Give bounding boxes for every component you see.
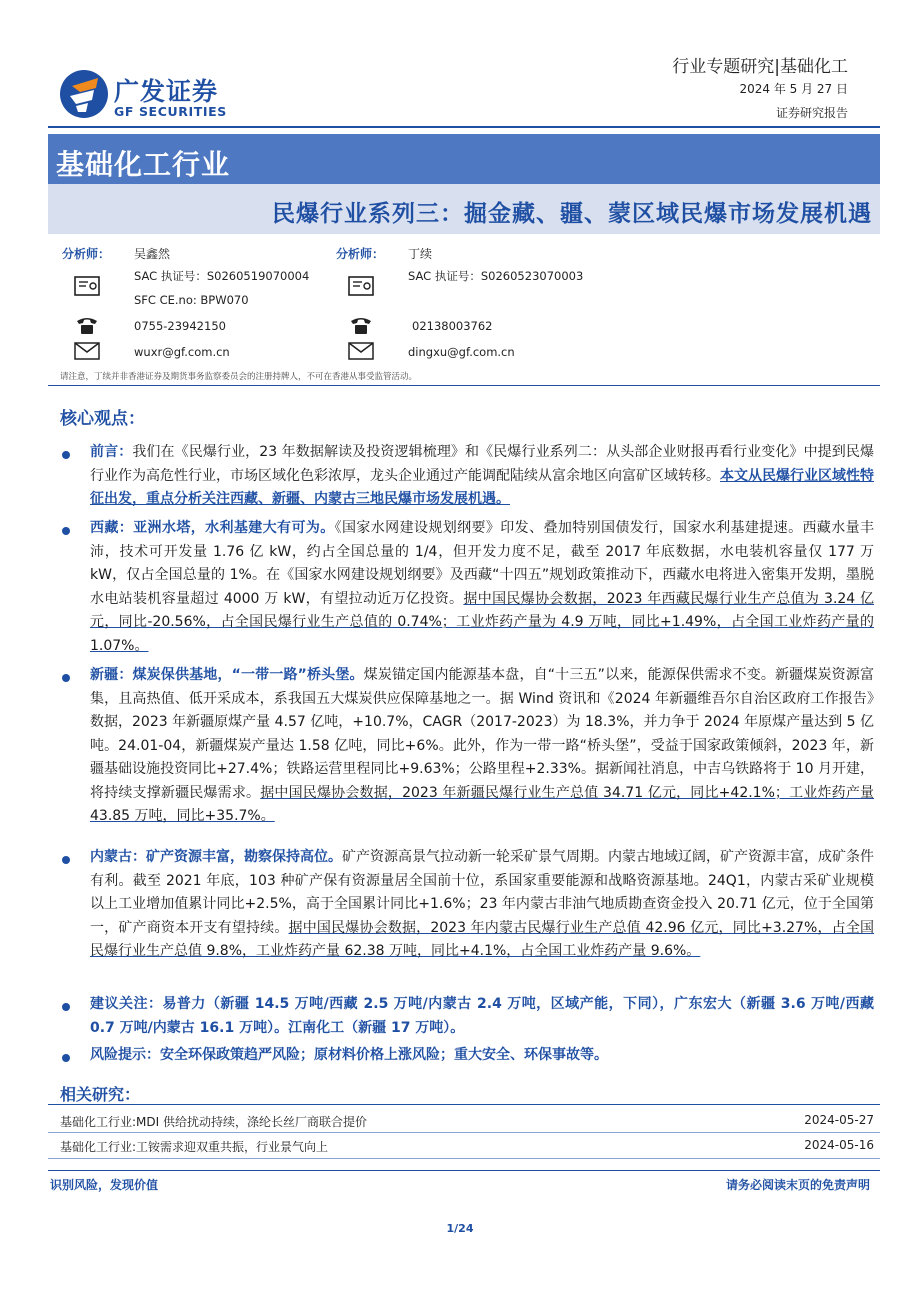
analyst-phone: 02138003762 xyxy=(412,319,493,333)
core-head: 西藏：亚洲水塔，水利基建大有可为。 xyxy=(90,520,335,536)
core-item-tibet xyxy=(90,517,874,658)
bullet-dot xyxy=(62,1003,70,1011)
analyst-name: 丁续 xyxy=(408,247,433,261)
industry-title: 基础化工行业 xyxy=(56,148,231,181)
related-date: 2024-05-16 xyxy=(804,1138,874,1152)
analyst-phone: 0755-23942150 xyxy=(134,319,226,333)
row-rule xyxy=(48,1132,880,1133)
gf-logo-icon xyxy=(58,68,110,120)
analyst-label: 分析师： xyxy=(62,247,111,261)
related-date: 2024-05-27 xyxy=(804,1113,874,1127)
bullet-dot xyxy=(62,1054,70,1062)
bullet-dot xyxy=(62,527,70,535)
bullet-dot xyxy=(62,451,70,459)
core-highlight: 据中国民爆协会数据，2023 年西藏民爆行业生产总值为 3.24 亿元，同比-20.56%，占全国民爆行业生产总值的 0.74%；工业炸药产量为 4.9 万吨，同比+1.49%，占全国工业炸药产量的 1.07%。 xyxy=(90,590,874,654)
phone-icon xyxy=(348,314,374,336)
analyst-name: 吴鑫然 xyxy=(134,247,171,261)
related-title: 相关研究： xyxy=(60,1085,141,1104)
bullet-dot xyxy=(62,856,70,864)
core-highlight: 据中国民爆协会数据，2023 年新疆民爆行业生产总值 34.71 亿元，同比+42.1%；工业炸药产量 43.85 万吨，同比+35.7%。 xyxy=(90,784,875,824)
footer-slogan: 识别风险，发现价值 xyxy=(50,1178,159,1192)
industry-band xyxy=(48,134,880,184)
analyst-email[interactable]: dingxu@gf.com.cn xyxy=(408,345,515,359)
core-highlight: 据中国民爆协会数据，2023 年内蒙古民爆行业生产总值 42.96 亿元，同比+3.27%，占全国民爆行业生产总值 9.8%，工业炸药产量 62.38 万吨，同比+4.1%，占全国工业炸药产量 9.6%。 xyxy=(90,919,874,959)
title-band xyxy=(48,184,880,234)
related-link[interactable]: 基础化工行业:工铵需求迎双重共振，行业景气向上 xyxy=(60,1140,329,1154)
core-text: 安全环保政策趋严风险；原材料价格上涨风险；重大安全、环保事故等。 xyxy=(160,1047,608,1063)
certificate-icon xyxy=(74,276,100,298)
email-icon xyxy=(348,340,374,362)
core-text: 煤炭锚定国内能源基本盘，自“十三五”以来，能源保供需求不变。新疆煤炭资源富集，且高热值、低开采成本，系我国五大煤炭供应保障基地之一。据 Wind 资讯和《2024 年新疆维吾尔自治区政府工作报告》数据，2023 年新疆原煤产量 4.57 亿吨，+10.7%，CAGR（2017-2023）为 18.3%，并力争于 2024 年原煤产量达到 5 亿吨。24.01-04，新疆煤炭产量达 1.58 亿吨，同比+6%。此外，作为一带一路“桥头堡”，受益于国家政策倾斜，2023 年，新疆基础设施投资同比+27.4%；铁路运营里程同比+9.63%；公路里程+2.33%。据新闻社消息，中吉乌铁路将于 10 月开建，将持续支撑新疆民爆需求。 xyxy=(90,667,874,801)
report-type: 证券研究报告 xyxy=(775,106,848,120)
core-item-inner-mongolia xyxy=(90,846,874,964)
core-head: 前言： xyxy=(90,444,133,460)
core-title: 核心观点： xyxy=(60,409,145,429)
related-rule xyxy=(48,1104,880,1105)
core-head: 建议关注： xyxy=(90,996,163,1012)
email-icon xyxy=(74,340,100,362)
footer-disclaimer: 请务必阅读末页的免责声明 xyxy=(725,1178,870,1192)
report-title: 民爆行业系列三：掘金藏、疆、蒙区域民爆市场发展机遇 xyxy=(272,201,872,227)
core-item-preface xyxy=(90,441,874,512)
analyst-sac: SAC 执证号：S0260523070003 xyxy=(408,269,584,283)
analyst-label: 分析师： xyxy=(336,247,385,261)
certificate-icon xyxy=(348,276,374,298)
core-head: 内蒙古：矿产资源丰富，勘察保持高位。 xyxy=(90,849,342,865)
core-text: 易普力（新疆 14.5 万吨/西藏 2.5 万吨/内蒙古 2.4 万吨，区域产能，下同），广东宏大（新疆 3.6 万吨/西藏 0.7 万吨/内蒙古 16.1 万吨）。江南化工（新疆 17 万吨）。 xyxy=(90,996,875,1036)
notice-rule xyxy=(48,385,880,386)
analyst-sfc: SFC CE.no: BPW070 xyxy=(134,293,249,307)
analyst-email[interactable]: wuxr@gf.com.cn xyxy=(134,345,230,359)
report-date: 2024 年 5 月 27 日 xyxy=(739,82,848,96)
core-item-xinjiang xyxy=(90,664,874,829)
report-category: 行业专题研究|基础化工 xyxy=(672,57,848,77)
core-text: 矿产资源高景气拉动新一轮采矿景气周期。内蒙古地域辽阔，矿产资源丰富，成矿条件有利。截至 2021 年底，103 种矿产保有资源量居全国前十位，系国家重要能源和战略资源基地。24Q1，内蒙古采矿业规模以上工业增加值累计同比+2.5%，高于全国累计同比+1.6%；23 年内蒙古非油气地质勘查资金投入 20.71 亿元，位于全国第一，矿产商资本开支有望持续。 xyxy=(90,849,874,936)
core-item-risk xyxy=(90,1044,874,1068)
related-link[interactable]: 基础化工行业:MDI 供给扰动持续，涤纶长丝厂商联合提价 xyxy=(60,1115,367,1129)
logo-text-cn: 广发证券 xyxy=(114,77,219,106)
regulatory-notice: 请注意，丁续并非香港证券及期货事务监察委员会的注册持牌人，不可在香港从事受监管活动。 xyxy=(60,372,418,382)
bullet-dot xyxy=(62,674,70,682)
core-text: 我们在《民爆行业，23 年数据解读及投资逻辑梳理》和《民爆行业系列二：从头部企业财报再看行业变化》中提到民爆行业作为高危性行业，市场区域化色彩浓厚，龙头企业通过产能调配陆续从富余地区向富矿区域转移。 xyxy=(90,444,875,484)
analyst-sac: SAC 执证号：S0260519070004 xyxy=(134,269,310,283)
core-item-recommend xyxy=(90,993,874,1040)
core-highlight: 本文从民爆行业区域性特征出发，重点分析关注西藏、新疆、内蒙古三地民爆市场发展机遇。 xyxy=(90,467,874,507)
page-number: 1/24 xyxy=(446,1222,474,1235)
footer-rule xyxy=(48,1170,880,1171)
row-rule xyxy=(48,1158,880,1159)
company-logo xyxy=(58,66,258,122)
phone-icon xyxy=(74,314,100,336)
core-text: 《国家水网建设规划纲要》印发、叠加特别国债发行，国家水利基建提速。西藏水量丰沛，技术可开发量 1.76 亿 kW，约占全国总量的 1/4，但开发力度不足，截至 2017 年底数据，水电装机容量仅 177 万 kW，仅占全国总量的 1%。在《国家水网建设规划纲要》及西藏“十四五”规划政策推动下，西藏水电将进入密集开发期，墨脱水电站装机容量超过 4000 万 kW，有望拉动近万亿投资。 xyxy=(90,520,875,607)
header-rule xyxy=(48,126,880,128)
logo-text-en: GF SECURITIES xyxy=(114,104,227,119)
core-head: 新疆：煤炭保供基地，“一带一路”桥头堡。 xyxy=(90,667,364,683)
core-head: 风险提示： xyxy=(90,1047,160,1063)
